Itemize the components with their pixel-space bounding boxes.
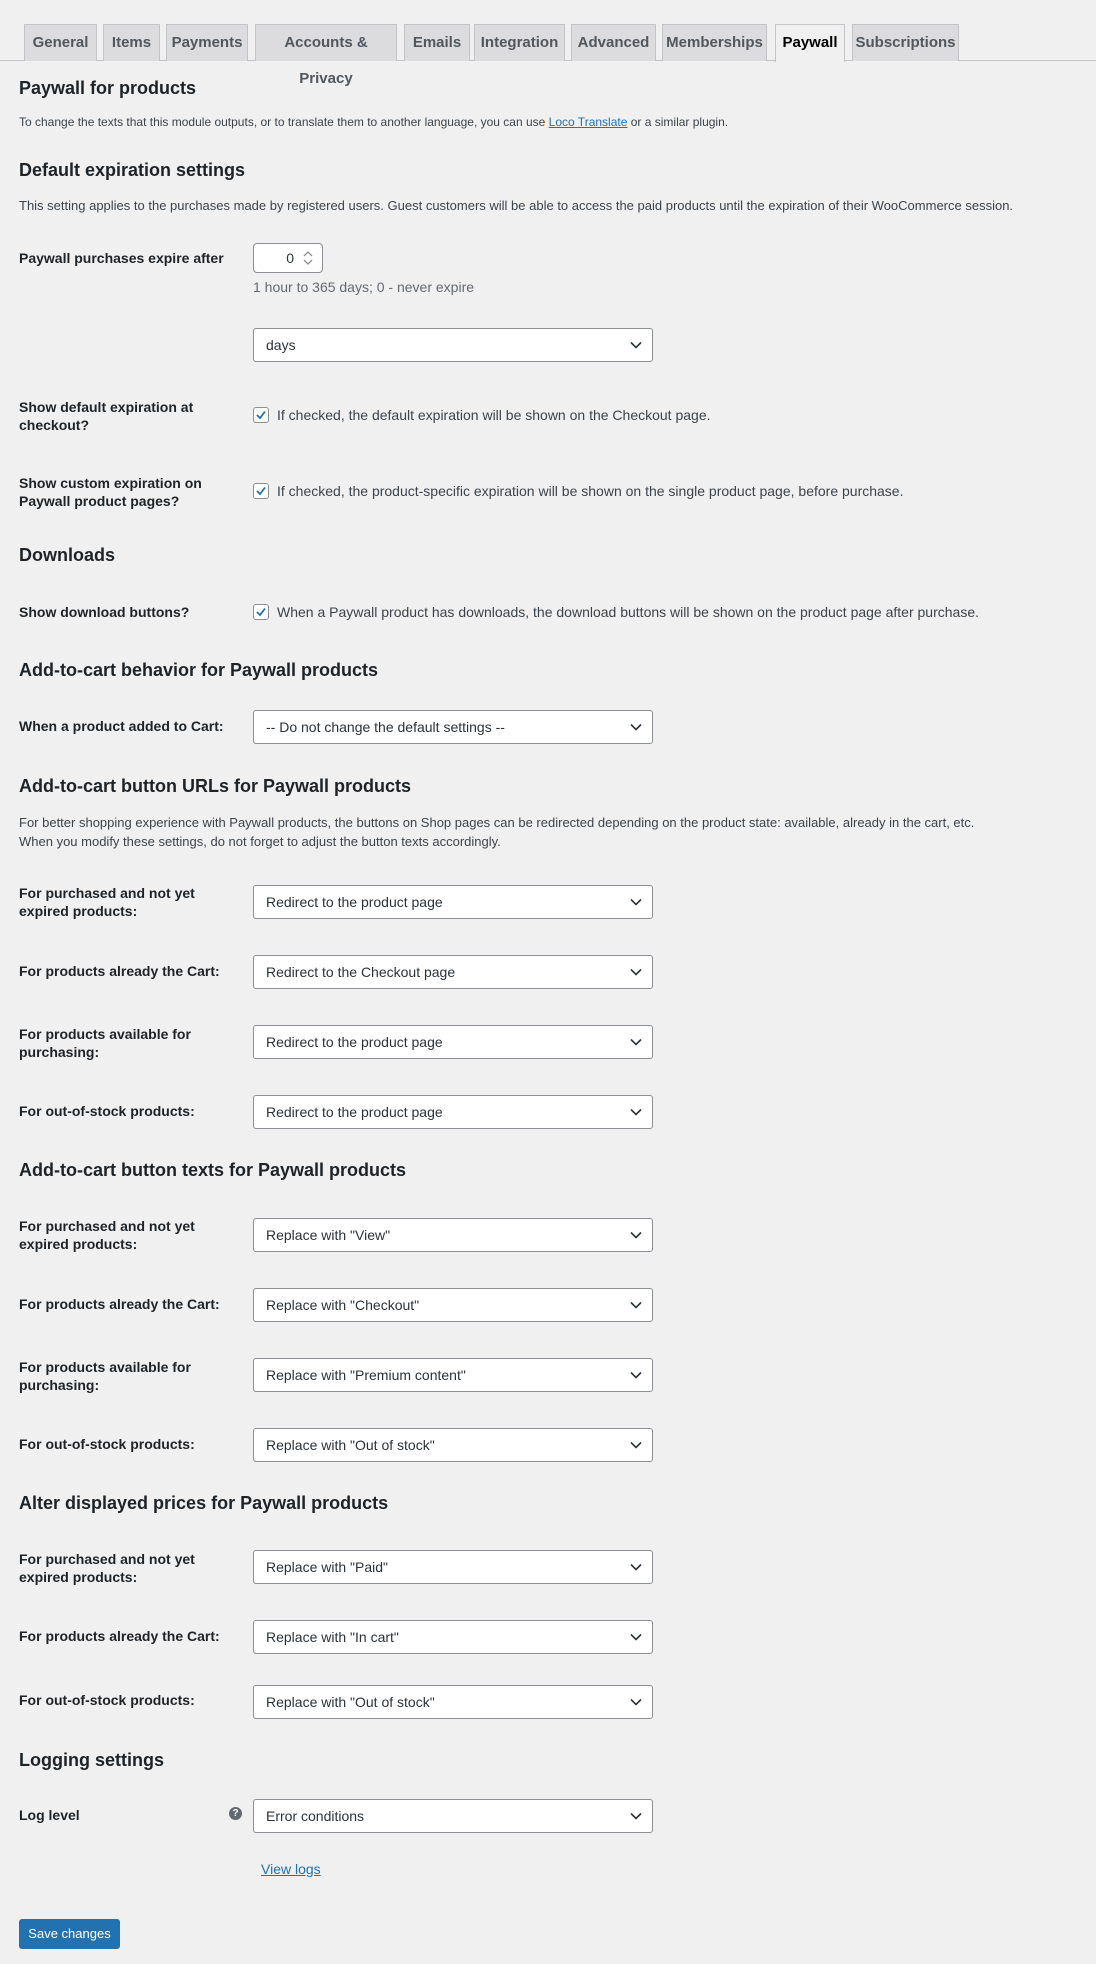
intro-description: To change the texts that this module outputs, or to translate them to another language, you can use Loco Translate or a similar plugin.: [19, 115, 729, 129]
settings-tabs: [0, 24, 1096, 87]
chevron-down-icon: [630, 1811, 642, 1821]
chevron-down-icon: [630, 1230, 642, 1240]
atc-behavior-select[interactable]: -- Do not change the default settings --: [253, 710, 653, 744]
chevron-down-icon: [630, 1632, 642, 1642]
expiration-description: This setting applies to the purchases made by registered users. Guest customers will be able to access the paid products until the expiration of their WooCommerce session.: [19, 198, 1014, 213]
spinner-icon[interactable]: [302, 249, 314, 267]
section-title-atc-behavior: Add-to-cart behavior for Paywall products: [19, 660, 379, 680]
price-label-out-of-stock: For out-of-stock products:: [19, 1692, 195, 1708]
atc-urls-description-2: When you modify these settings, do not forget to adjust the button texts accordingly.: [19, 834, 501, 849]
atc-url-label-in-cart: For products already the Cart:: [19, 963, 220, 979]
atc-text-select-out-of-stock[interactable]: Replace with "Out of stock": [253, 1428, 653, 1462]
atc-text-select-in-cart[interactable]: Replace with "Checkout": [253, 1288, 653, 1322]
atc-text-label-in-cart: For products already the Cart:: [19, 1296, 220, 1312]
chevron-down-icon: [630, 1107, 642, 1117]
tab-memberships[interactable]: Memberships: [662, 24, 767, 61]
show-download-buttons-checkbox[interactable]: [253, 604, 269, 620]
chevron-down-icon: [630, 1562, 642, 1572]
show-download-buttons-label: Show download buttons?: [19, 604, 190, 620]
show-custom-expiration-text: If checked, the product-specific expiration will be shown on the single product page, before purchase.: [277, 483, 904, 499]
checkmark-icon: [255, 606, 267, 618]
log-level-select[interactable]: Error conditions: [253, 1799, 653, 1833]
section-title-atc-texts: Add-to-cart button texts for Paywall products: [19, 1160, 407, 1180]
atc-behavior-label: When a product added to Cart:: [19, 718, 224, 734]
atc-url-label-purchased: For purchased and not yet expired products:: [19, 885, 195, 919]
show-download-buttons-text: When a Paywall product has downloads, the download buttons will be shown on the product page after purchase.: [277, 604, 979, 620]
atc-urls-description-1: For better shopping experience with Paywall products, the buttons on Shop pages can be redirected depending on the product state: available, already in the cart, etc.: [19, 815, 975, 830]
section-title-prices: Alter displayed prices for Paywall products: [19, 1493, 389, 1513]
atc-text-select-available[interactable]: Replace with "Premium content": [253, 1358, 653, 1392]
atc-url-label-out-of-stock: For out-of-stock products:: [19, 1103, 195, 1119]
price-select-out-of-stock[interactable]: Replace with "Out of stock": [253, 1685, 653, 1719]
tab-advanced[interactable]: Advanced: [571, 24, 656, 61]
tab-integration[interactable]: Integration: [474, 24, 565, 61]
tab-paywall[interactable]: Paywall: [775, 24, 845, 62]
chevron-down-icon: [630, 1440, 642, 1450]
atc-url-select-in-cart[interactable]: Redirect to the Checkout page: [253, 955, 653, 989]
tab-emails[interactable]: Emails: [404, 24, 470, 61]
chevron-down-icon: [630, 1037, 642, 1047]
checkmark-icon: [255, 409, 267, 421]
atc-text-select-purchased[interactable]: Replace with "View": [253, 1218, 653, 1252]
help-icon[interactable]: ?: [229, 1807, 242, 1820]
log-level-label: Log level: [19, 1807, 80, 1823]
section-title-expiration: Default expiration settings: [19, 160, 246, 180]
section-title-paywall: Paywall for products: [19, 78, 197, 98]
atc-url-select-available[interactable]: Redirect to the product page: [253, 1025, 653, 1059]
show-default-expiration-checkbox[interactable]: [253, 407, 269, 423]
show-default-expiration-label: Show default expiration at checkout?: [19, 399, 194, 433]
atc-text-label-purchased: For purchased and not yet expired products:: [19, 1218, 195, 1252]
chevron-down-icon: [630, 967, 642, 977]
atc-url-select-out-of-stock[interactable]: Redirect to the product page: [253, 1095, 653, 1129]
tab-accounts-privacy[interactable]: Accounts & Privacy: [255, 24, 397, 61]
save-changes-button[interactable]: Save changes: [19, 1919, 120, 1949]
chevron-down-icon: [630, 897, 642, 907]
section-title-atc-urls: Add-to-cart button URLs for Paywall products: [19, 776, 412, 796]
chevron-down-icon: [630, 722, 642, 732]
chevron-down-icon: [630, 340, 642, 350]
expire-number-input[interactable]: [253, 243, 323, 273]
chevron-down-icon: [630, 1370, 642, 1380]
price-select-in-cart[interactable]: Replace with "In cart": [253, 1620, 653, 1654]
show-custom-expiration-label: Show custom expiration on Paywall product pages?: [19, 475, 202, 509]
atc-text-label-out-of-stock: For out-of-stock products:: [19, 1436, 195, 1452]
show-custom-expiration-checkbox[interactable]: [253, 483, 269, 499]
price-label-purchased: For purchased and not yet expired products:: [19, 1551, 195, 1585]
price-label-in-cart: For products already the Cart:: [19, 1628, 220, 1644]
chevron-down-icon: [630, 1300, 642, 1310]
atc-url-label-available: For products available for purchasing:: [19, 1026, 191, 1060]
atc-text-label-available: For products available for purchasing:: [19, 1359, 191, 1393]
expire-hint: 1 hour to 365 days; 0 - never expire: [253, 279, 475, 295]
tab-subscriptions[interactable]: Subscriptions: [852, 24, 959, 61]
expire-label: Paywall purchases expire after: [19, 250, 224, 266]
checkmark-icon: [255, 485, 267, 497]
section-title-logging: Logging settings: [19, 1750, 164, 1770]
tab-items[interactable]: Items: [103, 24, 160, 61]
section-title-downloads: Downloads: [19, 545, 116, 565]
tab-payments[interactable]: Payments: [166, 24, 248, 61]
show-default-expiration-text: If checked, the default expiration will be shown on the Checkout page.: [277, 407, 711, 423]
loco-translate-link[interactable]: Loco Translate: [548, 115, 628, 129]
expire-unit-select[interactable]: days: [253, 328, 653, 362]
expire-value: 0: [286, 250, 294, 266]
view-logs-link[interactable]: View logs: [261, 1861, 321, 1877]
chevron-down-icon: [630, 1697, 642, 1707]
atc-url-select-purchased[interactable]: Redirect to the product page: [253, 885, 653, 919]
tab-general[interactable]: General: [24, 24, 97, 61]
price-select-purchased[interactable]: Replace with "Paid": [253, 1550, 653, 1584]
